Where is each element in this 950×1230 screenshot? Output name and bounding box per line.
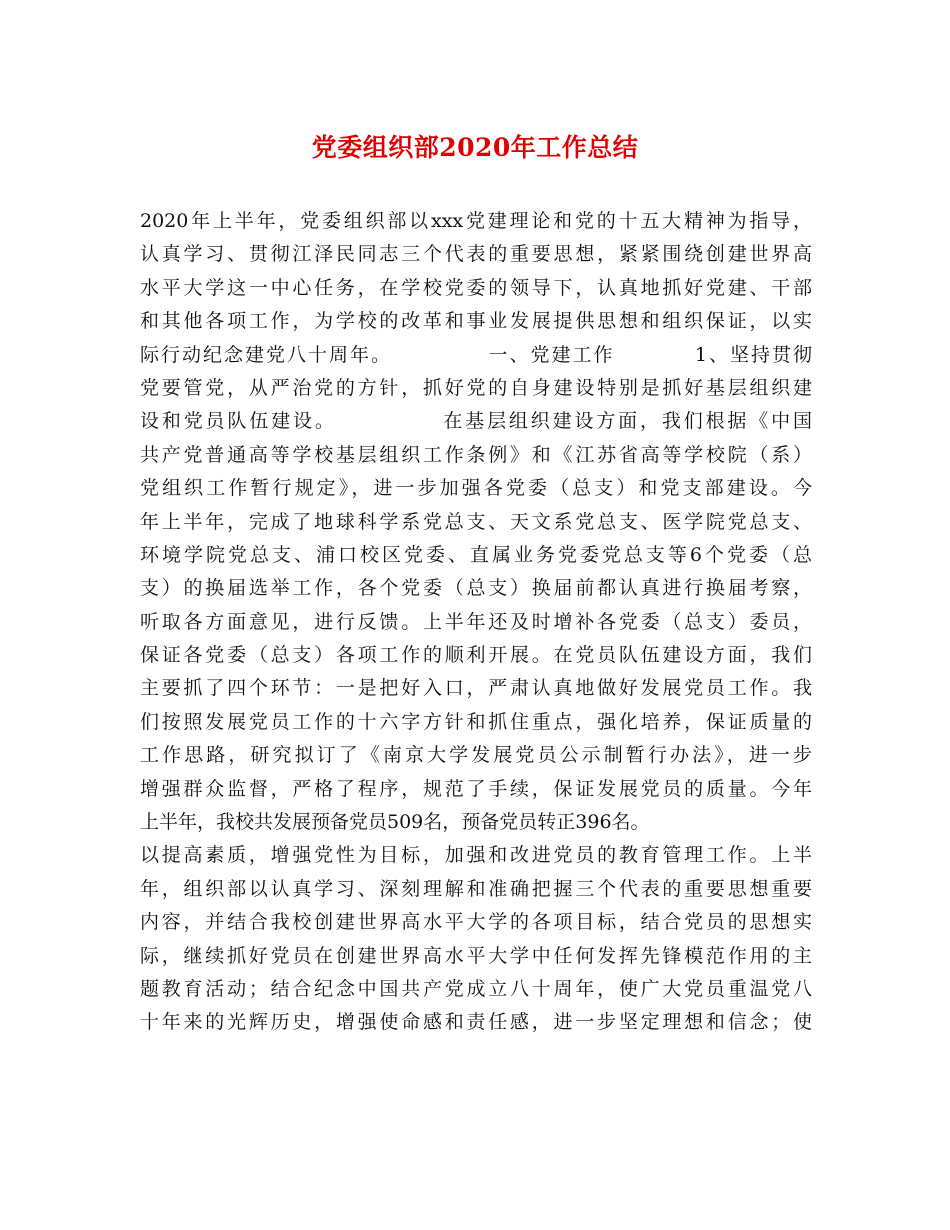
body-line: 工作思路，研究拟订了《南京大学发展党员公示制暂行办法》，进一步 xyxy=(140,744,812,767)
body-line: 年上半年，完成了地球科学系党总支、天文系党总支、医学院党总支、 xyxy=(140,510,812,533)
body-line: 和其他各项工作，为学校的改革和事业发展提供思想和组织保证，以实 xyxy=(140,310,812,333)
body-line: 党组织工作暂行规定》，进一步加强各党委（总支）和党支部建设。今 xyxy=(140,477,812,500)
body-line: 以提高素质，增强党性为目标，加强和改进党员的教育管理工作。上半 xyxy=(140,844,812,867)
body-line: 增强群众监督，严格了程序，规范了手续，保证发展党员的质量。今年 xyxy=(140,777,812,800)
body-line: 十年来的光辉历史，增强使命感和责任感，进一步坚定理想和信念；使 xyxy=(140,1011,812,1034)
body-line: 内容，并结合我校创建世界高水平大学的各项目标，结合党员的思想实 xyxy=(140,911,812,934)
body-line: 际，继续抓好党员在创建世界高水平大学中任何发挥先锋模范作用的主 xyxy=(140,944,812,967)
body-line: 环境学院党总支、浦口校区党委、直属业务党委党总支等6个党委（总 xyxy=(140,543,812,566)
body-line: 2020年上半年，党委组织部以xxx党建理论和党的十五大精神为指导， xyxy=(140,210,812,232)
body-line: 际行动纪念建党八十周年。 一、党建工作 1、坚持贯彻 xyxy=(140,343,812,366)
document-title: 党委组织部2020年工作总结 xyxy=(311,133,639,162)
body-line: 水平大学这一中心任务，在学校党委的领导下，认真地抓好党建、干部 xyxy=(140,276,812,299)
body-line: 题教育活动；结合纪念中国共产党成立八十周年，使广大党员重温党八 xyxy=(140,977,812,1000)
body-line: 上半年，我校共发展预备党员509名，预备党员转正396名。 xyxy=(140,811,650,834)
body-line: 设和党员队伍建设。 在基层组织建设方面，我们根据《中国 xyxy=(140,410,812,433)
body-line: 听取各方面意见，进行反馈。上半年还及时增补各党委（总支）委员， xyxy=(140,610,812,633)
body-line: 们按照发展党员工作的十六字方针和抓住重点，强化培养，保证质量的 xyxy=(140,710,812,733)
body-line: 年，组织部以认真学习、深刻理解和准确把握三个代表的重要思想重要 xyxy=(140,877,812,900)
body-line: 支）的换届选举工作，各个党委（总支）换届前都认真进行换届考察， xyxy=(140,577,812,600)
body-line: 党要管党，从严治党的方针，抓好党的自身建设特别是抓好基层组织建 xyxy=(140,376,812,399)
document-body xyxy=(140,205,812,1040)
body-line: 主要抓了四个环节：一是把好入口，严肃认真地做好发展党员工作。我 xyxy=(140,677,812,700)
body-line: 认真学习、贯彻江泽民同志三个代表的重要思想，紧紧围绕创建世界高 xyxy=(140,243,812,266)
body-line: 共产党普通高等学校基层组织工作条例》和《江苏省高等学校院（系） xyxy=(140,443,812,466)
body-line: 保证各党委（总支）各项工作的顺利开展。在党员队伍建设方面，我们 xyxy=(140,644,812,667)
